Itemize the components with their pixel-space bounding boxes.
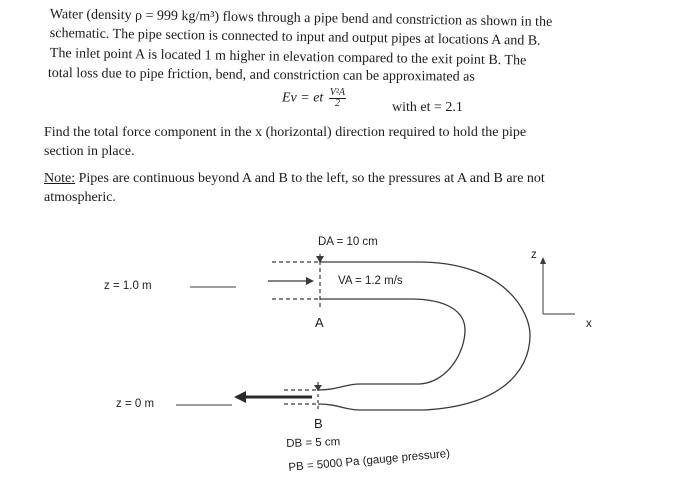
formula-numerator: V²A: [329, 87, 346, 98]
pipe-inner-wall: [320, 299, 465, 384]
question-line-2: section in place.: [44, 144, 135, 159]
formula-coefficient: with et = 2.1: [392, 100, 463, 115]
formula-denominator: 2: [334, 98, 340, 109]
formula-lhs: Ev = et: [282, 90, 324, 106]
problem-line-2: schematic. The pipe section is connected to input and output pipes at locations A and B.: [49, 25, 541, 49]
pressure-b-label: PB = 5000 Pa (gauge pressure): [288, 447, 451, 474]
diameter-a-label: DA = 10 cm: [318, 236, 378, 248]
outlet-flow-arrowhead: [234, 391, 246, 403]
note-line-2: atmospheric.: [44, 190, 116, 205]
question-line-1: Find the total force component in the x (horizontal) direction required to hold the pipe: [44, 125, 527, 140]
point-a-label: A: [315, 315, 324, 330]
x-axis-label: x: [586, 318, 592, 330]
constriction-upper: [318, 384, 360, 390]
velocity-a-label: VA = 1.2 m/s: [338, 275, 403, 287]
point-b-label: B: [314, 416, 323, 431]
z-axis-label: z: [531, 249, 537, 261]
note-label: Note:: [44, 171, 76, 186]
problem-line-4: total loss due to pipe friction, bend, and constriction can be approximated as: [47, 65, 475, 85]
elevation-top-label: z = 1.0 m: [104, 280, 152, 292]
elevation-bottom-label: z = 0 m: [116, 398, 155, 410]
z-axis-arrowhead: [540, 257, 546, 264]
problem-line-3: The inlet point A is located 1 m higher in elevation compared to the exit point B. The: [49, 45, 527, 69]
note-line-1: Pipes are continuous beyond A and B to the left, so the pressures at A and B are not: [75, 171, 545, 186]
inlet-flow-arrowhead: [306, 277, 314, 285]
constriction-lower: [318, 404, 360, 410]
problem-line-1: Water (density ρ = 999 kg/m³) flows through a pipe bend and constriction as shown in the: [49, 6, 553, 30]
diameter-b-label: DB = 5 cm: [286, 436, 341, 450]
